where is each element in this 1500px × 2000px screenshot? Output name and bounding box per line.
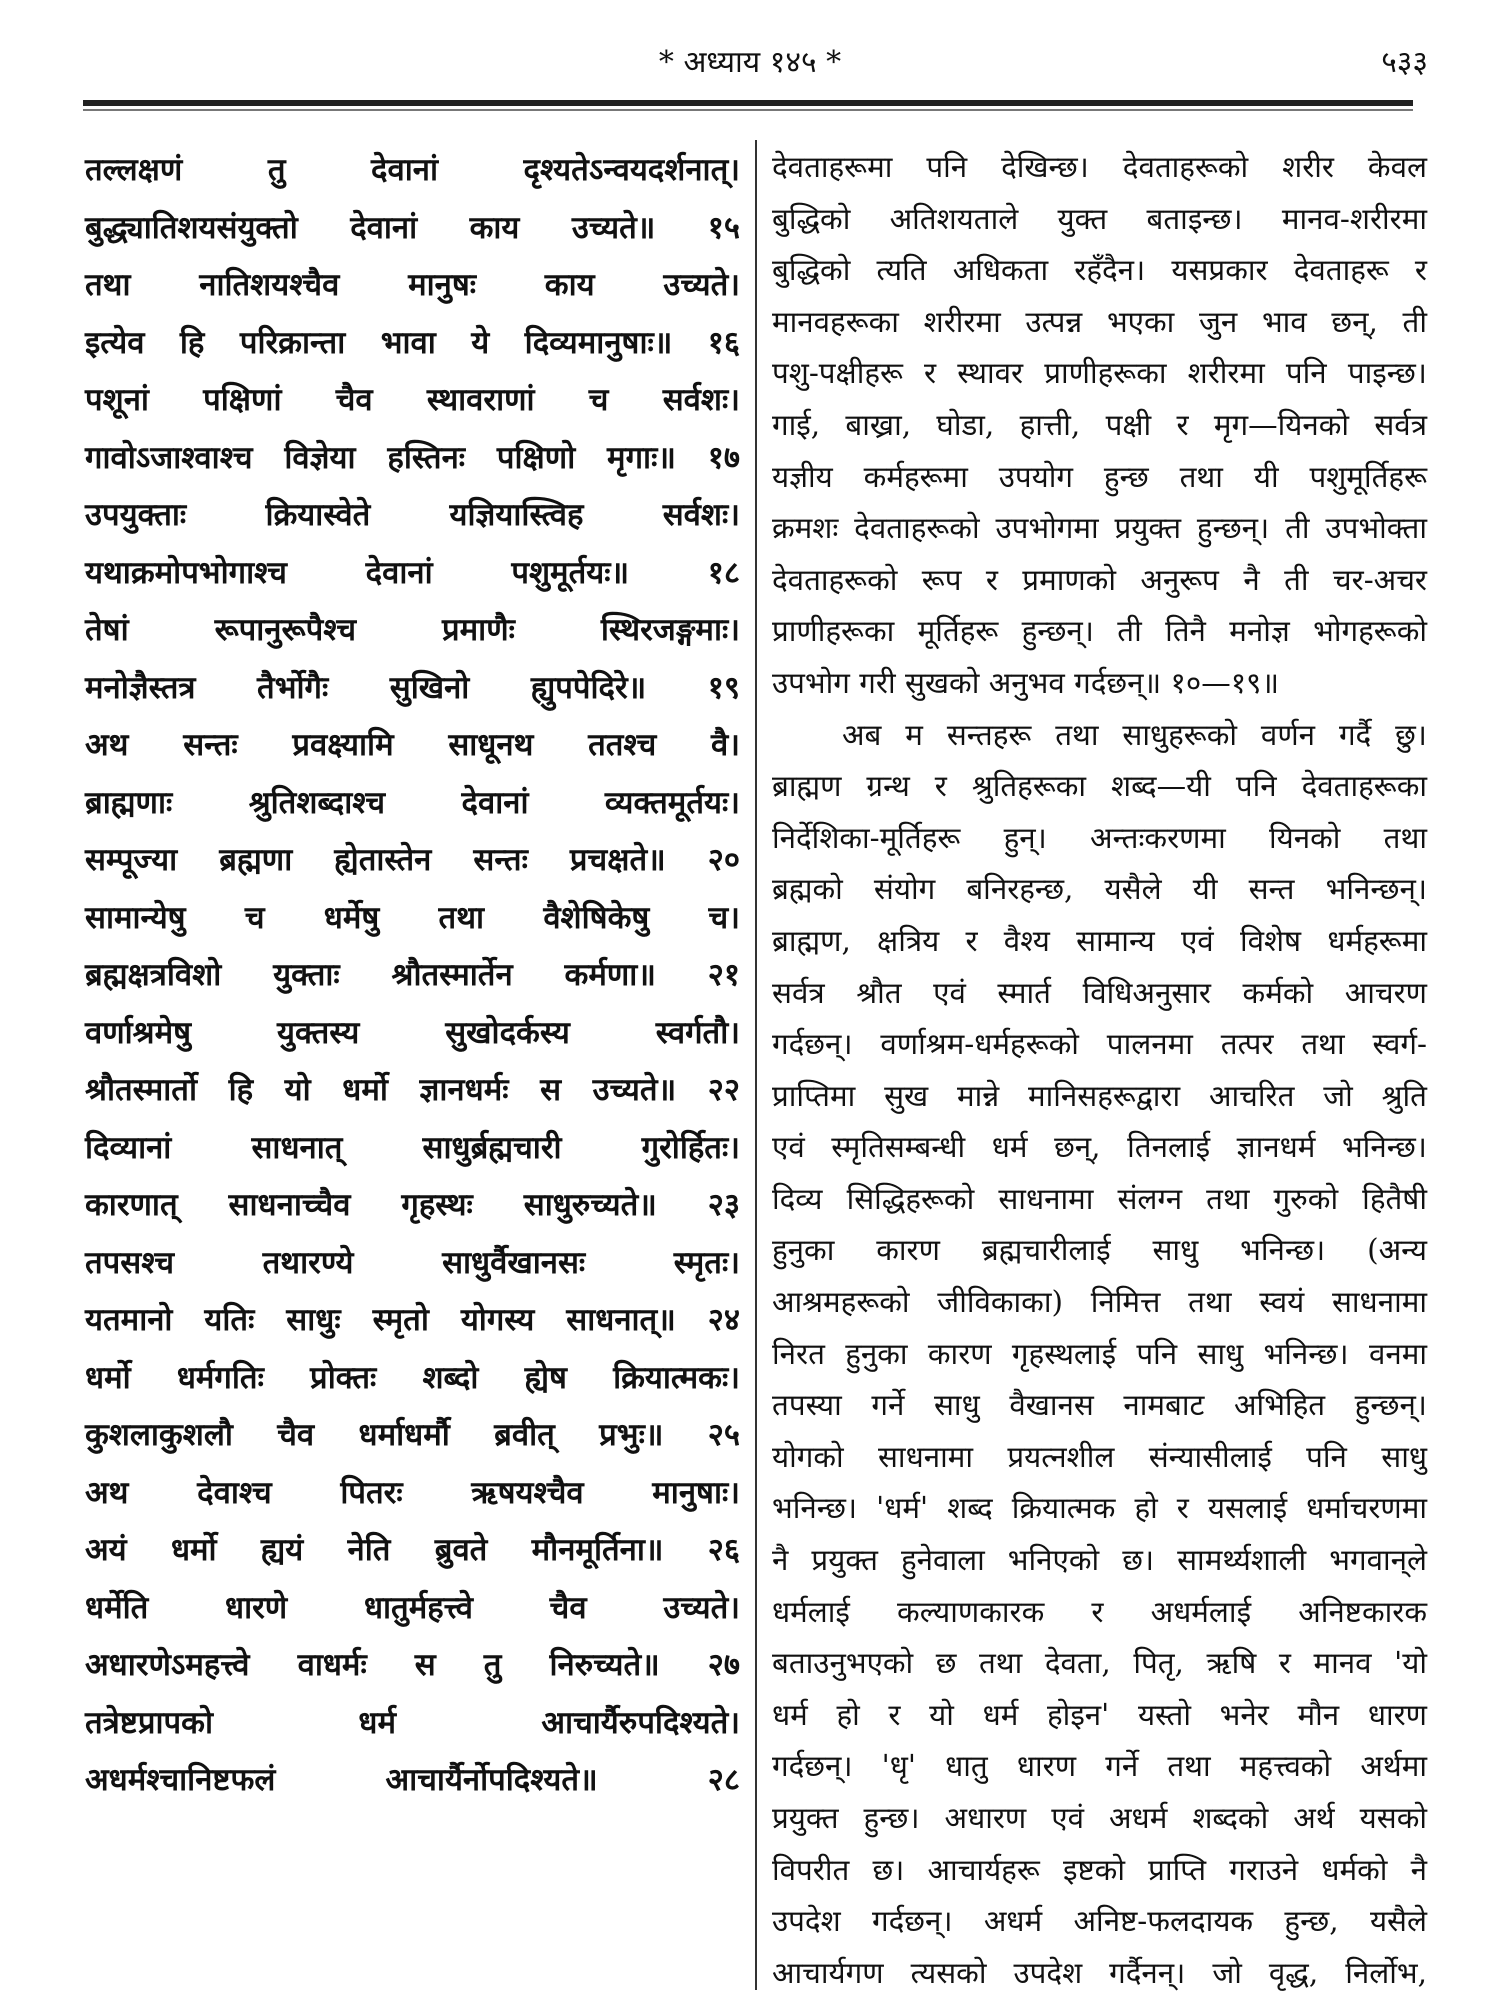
translation-line: देवताहरूको रूप र प्रमाणको अनुरूप नै ती चर-अचर xyxy=(772,562,1427,597)
translation-line: सर्वत्र श्रौत एवं स्मार्त विधिअनुसार कर्मको आचरण xyxy=(772,975,1427,1010)
header-rule-thin xyxy=(83,109,1413,111)
verse-line: सामान्येषु च धर्मेषु तथा वैशेषिकेषु च। xyxy=(85,899,740,936)
verse-line: ब्राह्मणाः श्रुतिशब्दाश्च देवानां व्यक्तमूर्तयः। xyxy=(85,784,740,821)
translation-line: बुद्धिको अतिशयताले युक्त बताइन्छ। मानव-शरीरमा xyxy=(772,201,1427,236)
translation-line: गर्दछन्। 'धृ' धातु धारण गर्ने तथा महत्त्वको अर्थमा xyxy=(772,1749,1427,1784)
verse-line: धर्मो धर्मगतिः प्रोक्तः शब्दो ह्येष क्रियात्मकः। xyxy=(85,1359,740,1396)
translation-line: ब्रह्मको संयोग बनिरहन्छ, यसैले यी सन्त भनिन्छन्। xyxy=(772,872,1427,907)
translation-line: विपरीत छ। आचार्यहरू इष्टको प्राप्ति गराउने धर्मको नै xyxy=(772,1852,1427,1887)
translation-line: तपस्या गर्ने साधु वैखानस नामबाट अभिहित हुन्छन्। xyxy=(772,1388,1427,1423)
translation-line: अब म सन्तहरू तथा साधुहरूको वर्णन गर्दै छु। xyxy=(842,717,1427,752)
verse-line: उपयुक्ताः क्रियास्वेते यज्ञियास्त्विह सर्वशः। xyxy=(85,497,740,533)
verse-line: बुद्ध्यातिशयसंयुक्तो देवानां काय उच्यते॥ १५ xyxy=(85,209,740,246)
translation-line: आश्रमहरूको जीविकाका) निमित्त तथा स्वयं साधनामा xyxy=(772,1285,1427,1320)
translation-line: उपदेश गर्दछन्। अधर्म अनिष्ट-फलदायक हुन्छ, यसैले xyxy=(772,1904,1427,1939)
sanskrit-verses-column xyxy=(85,142,740,1810)
verse-line: कुशलाकुशलौ चैव धर्माधर्मौ ब्रवीत् प्रभुः॥ २५ xyxy=(85,1417,740,1453)
verse-line: श्रौतस्मार्तो हि यो धर्मो ज्ञानधर्मः स उच्यते॥ २२ xyxy=(85,1072,740,1108)
verse-line: ब्रह्मक्षत्रविशो युक्ताः श्रौतस्मार्तेन कर्मणा॥ २१ xyxy=(85,957,740,993)
translation-line: गाई, बाख्रा, घोडा, हात्ती, पक्षी र मृग—यिनको सर्वत्र xyxy=(772,407,1427,442)
translation-line: प्राप्तिमा सुख मान्ने मानिसहरूद्वारा आचरित जो श्रुति xyxy=(772,1078,1427,1113)
translation-line: धर्म हो र यो धर्म होइन' यस्तो भनेर मौन धारण xyxy=(772,1697,1427,1732)
translation-line: पशु-पक्षीहरू र स्थावर प्राणीहरूका शरीरमा पनि पाइन्छ। xyxy=(772,356,1427,391)
translation-line: बताउनुभएको छ तथा देवता, पितृ, ऋषि र मानव 'यो xyxy=(772,1646,1427,1681)
verse-line: यथाक्रमोपभोगाश्च देवानां पशुमूर्तयः॥ १८ xyxy=(85,554,740,591)
translation-line: प्राणीहरूका मूर्तिहरू हुन्छन्। ती तिनै मनोज्ञ भोगहरूको xyxy=(772,614,1427,649)
verse-line: तत्रेष्टप्रापको धर्म आचार्यैरुपदिश्यते। xyxy=(85,1704,740,1741)
verse-line: धर्मेति धारणे धातुर्महत्त्वे चैव उच्यते। xyxy=(85,1589,740,1626)
verse-line: तल्लक्षणं तु देवानां दृश्यतेऽन्वयदर्शनात्। xyxy=(85,152,740,188)
verse-line: अयं धर्मो ह्ययं नेति ब्रुवते मौनमूर्तिना॥ २६ xyxy=(85,1532,740,1568)
verse-line: तेषां रूपानुरूपैश्च प्रमाणैः स्थिरजङ्गमाः। xyxy=(85,612,740,648)
verse-line: यतमानो यतिः साधुः स्मृतो योगस्य साधनात्॥ २४ xyxy=(85,1302,740,1338)
translation-line: धर्मलाई कल्याणकारक र अधर्मलाई अनिष्टकारक xyxy=(772,1594,1427,1629)
translation-line: योगको साधनामा प्रयत्नशील संन्यासीलाई पनि साधु xyxy=(772,1439,1427,1474)
translation-line: मानवहरूका शरीरमा उत्पन्न भएका जुन भाव छन्, ती xyxy=(772,304,1427,339)
translation-line: देवताहरूमा पनि देखिन्छ। देवताहरूको शरीर केवल xyxy=(772,150,1427,184)
verse-line: सम्पूज्या ब्रह्मणा ह्येतास्तेन सन्तः प्रचक्षते॥ २० xyxy=(85,842,740,878)
translation-line: निर्देशिका-मूर्तिहरू हुन्। अन्तःकरणमा यिनको तथा xyxy=(772,820,1427,855)
translation-line: नै प्रयुक्त हुनेवाला भनिएको छ। सामर्थ्यशाली भगवान्‌ले xyxy=(772,1543,1427,1578)
translation-line: ब्राह्मण ग्रन्थ र श्रुतिहरूका शब्द—यी पनि देवताहरूका xyxy=(772,769,1427,804)
translation-line: गर्दछन्। वर्णाश्रम-धर्महरूको पालनमा तत्पर तथा स्वर्ग- xyxy=(772,1027,1427,1062)
verse-line: गावोऽजाश्वाश्च विज्ञेया हस्तिनः पक्षिणो मृगाः॥ १७ xyxy=(85,439,740,476)
verse-line: मनोज्ञैस्तत्र तैर्भोगैः सुखिनो ह्युपपेदिरे॥ १९ xyxy=(85,669,740,706)
translation-line: बुद्धिको त्यति अधिकता रहँदैन। यसप्रकार देवताहरू र xyxy=(772,253,1427,288)
translation-line: यज्ञीय कर्महरूमा उपयोग हुन्छ तथा यी पशुमूर्तिहरू xyxy=(772,459,1427,494)
translation-line: दिव्य सिद्धिहरूको साधनामा संलग्न तथा गुरुको हितैषी xyxy=(772,1181,1427,1216)
verse-line: अथ देवाश्च पितरः ऋषयश्चैव मानुषाः। xyxy=(85,1474,740,1511)
translation-line: आचार्यगण त्यसको उपदेश गर्दैनन्। जो वृद्ध, निर्लोभ, xyxy=(772,1955,1427,1990)
verse-line: अधारणेऽमहत्त्वे वाधर्मः स तु निरुच्यते॥ २७ xyxy=(85,1647,740,1683)
column-divider xyxy=(755,140,757,1990)
verse-line: अथ सन्तः प्रवक्ष्यामि साधूनथ ततश्च वै। xyxy=(85,727,740,763)
page-number: ५३३ xyxy=(1381,45,1428,80)
verse-line: इत्येव हि परिक्रान्ता भावा ये दिव्यमानुषाः॥ १६ xyxy=(85,324,740,361)
translation-line: भनिन्छ। 'धर्म' शब्द क्रियात्मक हो र यसलाई धर्माचरणमा xyxy=(772,1491,1427,1526)
chapter-heading: * अध्याय १४५ * xyxy=(658,45,842,80)
translation-line: एवं स्मृतिसम्बन्धी धर्म छन्, तिनलाई ज्ञानधर्म भनिन्छ। xyxy=(772,1130,1427,1165)
nepali-translation-column xyxy=(772,142,1427,1999)
verse-line: वर्णाश्रमेषु युक्तस्य सुखोदर्कस्य स्वर्गतौ। xyxy=(85,1014,740,1051)
verse-line: कारणात् साधनाच्चैव गृहस्थः साधुरुच्यते॥ २३ xyxy=(85,1187,740,1223)
translation-line: उपभोग गरी सुखको अनुभव गर्दछन्॥ १०—१९॥ xyxy=(772,665,1280,700)
verse-line: पशूनां पक्षिणां चैव स्थावराणां च सर्वशः। xyxy=(85,382,740,418)
translation-line: ब्राह्मण, क्षत्रिय र वैश्य सामान्य एवं विशेष धर्महरूमा xyxy=(772,923,1427,958)
verse-line: दिव्यानां साधनात् साधुर्ब्रह्मचारी गुरोर्हितः। xyxy=(85,1129,740,1166)
translation-line: प्रयुक्त हुन्छ। अधारण एवं अधर्म शब्दको अर्थ यसको xyxy=(772,1801,1427,1835)
translation-line: हुनुका कारण ब्रह्मचारीलाई साधु भनिन्छ। (अन्य xyxy=(772,1233,1427,1268)
verse-line: अधर्मश्चानिष्टफलं आचार्यैर्नोपदिश्यते॥ २८ xyxy=(85,1762,740,1798)
header-rule-thick xyxy=(83,100,1413,106)
translation-line: निरत हुनुका कारण गृहस्थलाई पनि साधु भनिन्छ। वनमा xyxy=(772,1336,1427,1371)
verse-line: तपसश्च तथारण्ये साधुर्वैखानसः स्मृतः। xyxy=(85,1244,740,1281)
translation-line: क्रमशः देवताहरूको उपभोगमा प्रयुक्त हुन्छन्। ती उपभोक्ता xyxy=(772,511,1427,546)
verse-line: तथा नातिशयश्चैव मानुषः काय उच्यते। xyxy=(85,267,740,303)
